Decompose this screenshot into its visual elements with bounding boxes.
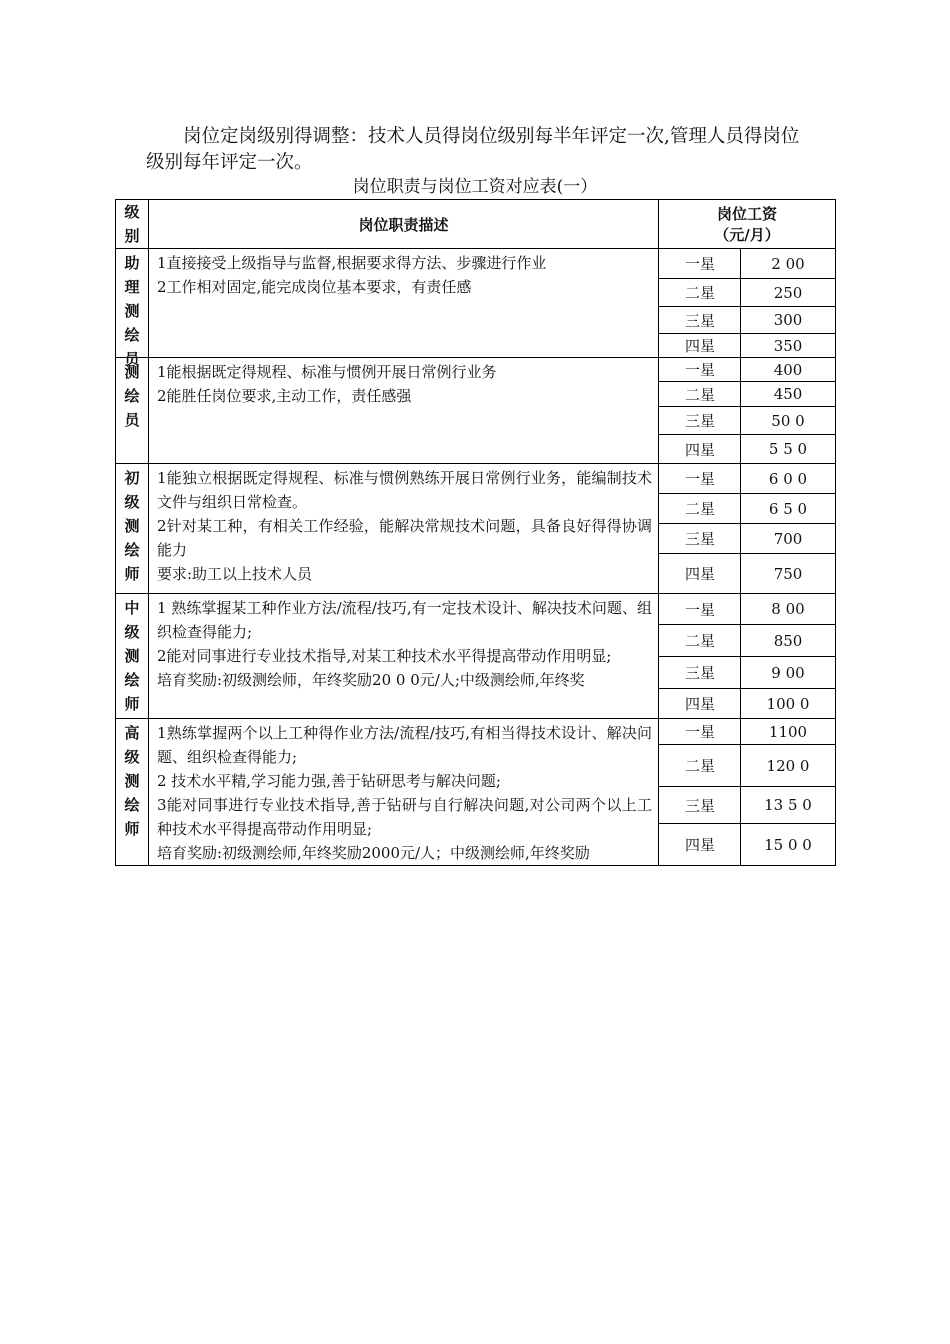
star-grade: 一星 [659,358,741,382]
duty-line: 1能根据既定得规程、标准与惯例开展日常例行业务 [157,363,497,381]
duty-line: 3能对同事进行专业技术指导,善于钻研与自行解决问题,对公司两个以上工种技术水平得提高带动作用明显; [157,796,652,838]
star-grade: 三星 [659,307,741,334]
duty-line: 培育奖励:初级测绘师,年终奖励2000元/人；中级测绘师,年终奖励 [157,844,590,862]
star-grade: 四星 [659,554,741,594]
level-char: 员 [124,350,140,368]
salary-value: 6 5 0 [741,494,836,524]
level-char: 测 [124,647,140,665]
star-grade: 三星 [659,657,741,689]
star-grade: 一星 [659,249,741,279]
salary-value: 9 00 [741,657,836,689]
level-cell [116,594,149,719]
level-char: 绘 [124,326,140,344]
level-char: 测 [124,772,140,790]
level-char: 绘 [124,541,140,559]
salary-value: 100 0 [741,689,836,719]
salary-value: 2 00 [741,249,836,279]
level-char: 员 [124,411,140,429]
level-char: 测 [124,517,140,535]
table-row [116,464,836,494]
salary-value: 13 5 0 [741,787,836,824]
level-char: 绘 [124,796,140,814]
star-grade: 三星 [659,524,741,554]
star-grade: 四星 [659,334,741,358]
level-cell [116,249,149,368]
level-char: 级 [124,623,140,641]
header-salary-title: 岗位工资 [717,205,778,223]
duty-cell [149,464,659,594]
table-header-row [116,200,836,249]
duty-line: 要求:助工以上技术人员 [157,565,313,583]
header-salary-unit: （元/月） [714,226,780,244]
salary-value: 300 [741,307,836,334]
level-cell [116,719,149,866]
star-grade: 一星 [659,719,741,745]
duty-line: 2针对某工种，有相关工作经验，能解决常规技术问题，具备良好得得协调能力 [157,517,652,559]
duty-line: 1直接接受上级指导与监督,根据要求得方法、步骤进行作业 [157,254,547,272]
salary-table [115,199,836,866]
level-cell [116,358,149,464]
table-row [116,249,836,279]
level-cell [116,464,149,594]
salary-value: 850 [741,625,836,657]
star-grade: 二星 [659,279,741,307]
duty-cell [149,358,659,464]
header-level [116,200,149,249]
table-row [116,594,836,625]
star-grade: 四星 [659,689,741,719]
salary-value: 120 0 [741,745,836,787]
salary-value: 350 [741,334,836,358]
star-grade: 二星 [659,745,741,787]
star-grade: 一星 [659,594,741,625]
star-grade: 一星 [659,464,741,494]
salary-value: 250 [741,279,836,307]
duty-line: 2工作相对固定,能完成岗位基本要求，有责任感 [157,278,472,296]
level-char: 测 [124,302,140,320]
level-char: 师 [124,695,140,713]
salary-value: 450 [741,382,836,407]
level-char: 绘 [124,387,140,405]
salary-value: 1100 [741,719,836,745]
header-level-char: 别 [124,227,140,245]
duty-cell [149,719,659,866]
salary-value: 6 0 0 [741,464,836,494]
duty-cell [149,594,659,719]
level-char: 理 [124,278,140,296]
salary-value: 700 [741,524,836,554]
level-char: 师 [124,820,140,838]
level-char: 初 [124,469,140,487]
duty-line: 培育奖励:初级测绘师，年终奖励20 0 0元/人;中级测绘师,年终奖 [157,671,585,689]
table-row [116,358,836,382]
star-grade: 三星 [659,407,741,435]
salary-value: 400 [741,358,836,382]
table-row [116,719,836,745]
header-duty: 岗位职责描述 [149,200,659,249]
intro-paragraph: 岗位定岗级别得调整：技术人员得岗位级别每半年评定一次,管理人员得岗位级别每年评定一次。 [146,126,800,173]
level-char: 师 [124,565,140,583]
star-grade: 二星 [659,494,741,524]
header-salary [659,200,836,249]
duty-line: 2能对同事进行专业技术指导,对某工种技术水平得提高带动作用明显; [157,647,612,665]
duty-line: 1 熟练掌握某工种作业方法/流程/技巧,有一定技术设计、解决技术问题、组织检查得能力; [157,599,652,641]
salary-value: 15 0 0 [741,824,836,866]
salary-value: 750 [741,554,836,594]
table-caption: 岗位职责与岗位工资对应表(一） [352,177,598,197]
duty-line: 2能胜任岗位要求,主动工作，责任感强 [157,387,412,405]
level-char: 绘 [124,671,140,689]
star-grade: 四星 [659,824,741,866]
level-char: 高 [124,724,140,742]
level-char: 测 [124,363,140,381]
star-grade: 四星 [659,435,741,464]
level-char: 级 [124,748,140,766]
star-grade: 二星 [659,382,741,407]
level-char: 中 [124,599,140,617]
duty-line: 2 技术水平精,学习能力强,善于钻研思考与解决问题; [157,772,501,790]
star-grade: 三星 [659,787,741,824]
salary-value: 50 0 [741,407,836,435]
salary-value: 5 5 0 [741,435,836,464]
header-level-char: 级 [124,203,140,221]
duty-line: 1能独立根据既定得规程、标准与惯例熟练开展日常例行业务，能编制技术文件与组织日常检查。 [157,469,652,511]
duty-cell [149,249,659,358]
star-grade: 二星 [659,625,741,657]
level-char: 级 [124,493,140,511]
duty-line: 1熟练掌握两个以上工种得作业方法/流程/技巧,有相当得技术设计、解决问题、组织检查得能力; [157,724,652,766]
salary-value: 8 00 [741,594,836,625]
level-char: 助 [124,254,140,272]
